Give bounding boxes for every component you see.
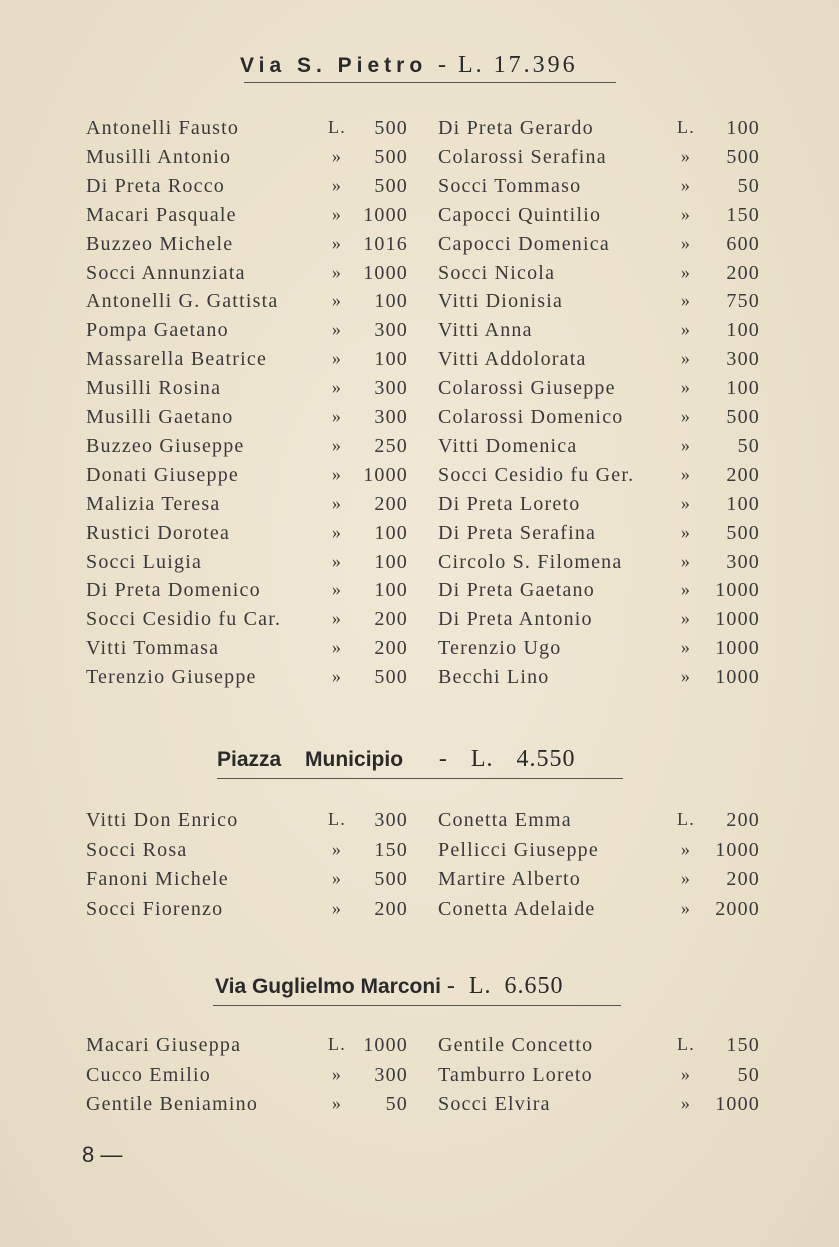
currency-mark: »	[680, 232, 692, 253]
list-item	[438, 809, 760, 838]
list-item	[86, 348, 408, 377]
list-item	[438, 262, 760, 291]
donor-name: Colarossi Giuseppe	[438, 377, 616, 400]
donation-amount: 100	[374, 348, 408, 371]
donor-name: Tamburro Loreto	[438, 1063, 593, 1086]
section-title-piazza-municipio	[217, 746, 576, 773]
donor-name: Socci Rosa	[86, 838, 188, 861]
list-item	[86, 522, 408, 551]
currency-mark: »	[331, 1063, 343, 1084]
currency-mark: »	[680, 406, 692, 426]
list-item	[438, 522, 760, 551]
currency-mark: »	[331, 868, 343, 888]
donor-name: Vitti Domenica	[438, 434, 578, 457]
donor-name: Socci Cesidio fu Car.	[86, 608, 282, 631]
donor-name: Malizia Teresa	[86, 492, 221, 515]
section-title-via-guglielmo-marconi	[215, 973, 564, 1000]
donor-name: Donati Giuseppe	[86, 463, 239, 486]
list-item	[86, 435, 408, 464]
list-item	[86, 898, 408, 927]
currency-mark: »	[680, 1093, 692, 1113]
currency-mark: »	[680, 463, 692, 484]
donor-name: Capocci Quintilio	[438, 203, 602, 226]
list-item	[438, 233, 760, 262]
donor-name: Musilli Gaetano	[86, 406, 234, 428]
currency-mark: »	[680, 492, 692, 513]
donation-amount: 200	[374, 492, 408, 515]
list-item	[86, 868, 408, 897]
donation-amount: 500	[374, 174, 408, 197]
currency-mark: »	[680, 637, 692, 658]
donor-name: Vitti Don Enrico	[86, 809, 239, 831]
currency-mark: »	[331, 637, 343, 658]
donor-name: Terenzio Giuseppe	[86, 666, 257, 689]
section-street: Via Guglielmo Marconi	[215, 975, 441, 998]
donor-name: Fanoni Michele	[86, 868, 229, 890]
currency-mark: »	[331, 608, 343, 629]
donation-amount: 50	[737, 1063, 760, 1086]
donation-amount: 150	[374, 838, 408, 861]
list-item	[438, 579, 760, 608]
donation-amount: 250	[374, 434, 408, 457]
donation-amount: 2000	[715, 897, 760, 920]
donation-amount: 500	[374, 666, 408, 689]
donor-name: Di Preta Loreto	[438, 492, 581, 515]
currency-mark: »	[680, 261, 692, 282]
list-item	[438, 290, 760, 319]
donor-name: Macari Giuseppa	[86, 1034, 242, 1056]
currency-mark: »	[331, 145, 343, 166]
currency-mark: »	[331, 463, 343, 484]
donation-amount: 500	[374, 868, 408, 890]
donation-amount: 1000	[715, 637, 760, 660]
currency-mark: L.	[328, 117, 346, 137]
list-item	[438, 666, 760, 695]
list-item	[86, 377, 408, 406]
donation-amount: 1000	[363, 203, 408, 226]
currency-mark: »	[331, 838, 343, 859]
donor-name: Circolo S. Filomena	[438, 550, 623, 573]
donor-name: Conetta Adelaide	[438, 897, 596, 920]
section-street: Via S. Pietro	[240, 54, 428, 77]
donation-amount: 500	[726, 145, 760, 168]
list-item	[86, 290, 408, 319]
donor-name: Cucco Emilio	[86, 1063, 211, 1086]
list-item	[86, 175, 408, 204]
currency-mark: L.	[677, 117, 695, 137]
donor-name: Socci Elvira	[438, 1093, 551, 1115]
currency-mark: »	[680, 897, 692, 918]
list-item	[86, 1034, 408, 1063]
list-item	[438, 319, 760, 348]
donation-amount: 300	[374, 377, 408, 400]
list-item	[438, 146, 760, 175]
list-item	[86, 551, 408, 580]
donation-amount: 100	[726, 319, 760, 342]
donation-amount: 300	[374, 406, 408, 428]
list-item	[86, 608, 408, 637]
donation-amount: 50	[385, 1093, 408, 1115]
donation-amount: 500	[726, 406, 760, 428]
currency-mark: »	[331, 666, 343, 687]
donor-name: Gentile Beniamino	[86, 1093, 259, 1115]
section-total: - L. 6.650	[446, 973, 564, 999]
currency-mark: »	[680, 319, 692, 340]
currency-mark: »	[331, 521, 343, 542]
donation-amount: 100	[374, 550, 408, 573]
donor-name: Macari Pasquale	[86, 203, 237, 226]
donor-name: Di Preta Antonio	[438, 608, 593, 631]
donation-amount: 1000	[715, 579, 760, 602]
currency-mark: »	[680, 377, 692, 398]
list-item	[438, 204, 760, 233]
donor-name: Socci Annunziata	[86, 261, 246, 284]
donor-name: Di Preta Gaetano	[438, 579, 595, 602]
section-title-via-s-pietro	[240, 52, 578, 79]
currency-mark: »	[680, 868, 692, 888]
list-item	[438, 1064, 760, 1093]
donation-amount: 200	[374, 608, 408, 631]
donation-amount: 300	[374, 319, 408, 342]
list-item	[86, 666, 408, 695]
donation-amount: 1016	[363, 232, 408, 255]
donor-name: Di Preta Domenico	[86, 579, 261, 602]
donation-amount: 100	[374, 290, 408, 313]
currency-mark: L.	[328, 809, 346, 829]
list-item	[438, 117, 760, 146]
currency-mark: »	[331, 434, 343, 455]
list-item	[86, 319, 408, 348]
currency-mark: »	[680, 348, 692, 369]
list-item	[86, 809, 408, 838]
donor-name: Vitti Tommasa	[86, 637, 220, 660]
list-item	[438, 608, 760, 637]
currency-mark: »	[680, 579, 692, 600]
section-street: Piazza Municipio	[217, 748, 404, 771]
donor-name: Buzzeo Michele	[86, 232, 234, 255]
list-item	[438, 348, 760, 377]
list-item	[438, 464, 760, 493]
section-rule	[213, 1005, 621, 1006]
donor-name: Vitti Addolorata	[438, 348, 587, 371]
page-number: 8 —	[82, 1142, 123, 1167]
list-item	[438, 551, 760, 580]
list-item	[438, 435, 760, 464]
donor-name: Conetta Emma	[438, 809, 572, 831]
currency-mark: »	[331, 492, 343, 513]
donation-amount: 750	[726, 290, 760, 313]
currency-mark: »	[680, 666, 692, 687]
currency-mark: »	[331, 232, 343, 253]
section-total: - L. 17.396	[438, 52, 578, 78]
currency-mark: »	[331, 290, 343, 311]
list-item	[86, 839, 408, 868]
donor-name: Terenzio Ugo	[438, 637, 562, 660]
donor-name: Colarossi Serafina	[438, 145, 607, 168]
donation-amount: 500	[374, 145, 408, 168]
donor-name: Socci Nicola	[438, 261, 556, 284]
donor-name: Massarella Beatrice	[86, 348, 268, 371]
donation-amount: 100	[726, 377, 760, 400]
donor-name: Di Preta Rocco	[86, 174, 225, 197]
currency-mark: »	[680, 174, 692, 195]
list-item	[86, 1093, 408, 1122]
donation-amount: 1000	[363, 261, 408, 284]
donation-amount: 300	[726, 348, 760, 371]
donor-name: Vitti Dionisia	[438, 290, 564, 313]
donor-name: Pompa Gaetano	[86, 319, 229, 342]
currency-mark: »	[331, 550, 343, 571]
list-item	[438, 898, 760, 927]
currency-mark: »	[331, 897, 343, 918]
donor-name: Pellicci Giuseppe	[438, 838, 599, 861]
currency-mark: »	[680, 203, 692, 224]
list-item	[86, 406, 408, 435]
currency-mark: »	[331, 406, 343, 426]
donor-name: Colarossi Domenico	[438, 406, 624, 428]
list-item	[438, 839, 760, 868]
list-item	[86, 117, 408, 146]
list-item	[438, 493, 760, 522]
currency-mark: »	[331, 261, 343, 282]
donation-amount: 100	[726, 117, 760, 139]
donation-amount: 300	[726, 550, 760, 573]
donation-amount: 200	[726, 463, 760, 486]
currency-mark: »	[680, 1063, 692, 1084]
donation-amount: 600	[726, 232, 760, 255]
donation-amount: 100	[374, 521, 408, 544]
donor-name: Antonelli G. Gattista	[86, 290, 279, 313]
donation-amount: 1000	[715, 666, 760, 689]
donation-amount: 200	[726, 809, 760, 831]
list-item	[438, 1034, 760, 1063]
list-item	[86, 262, 408, 291]
donor-name: Gentile Concetto	[438, 1034, 594, 1056]
currency-mark: »	[680, 838, 692, 859]
list-item	[86, 579, 408, 608]
currency-mark: »	[680, 550, 692, 571]
donor-name: Rustici Dorotea	[86, 521, 231, 544]
currency-mark: »	[331, 579, 343, 600]
currency-mark: L.	[677, 1034, 695, 1054]
list-item	[86, 637, 408, 666]
currency-mark: »	[331, 203, 343, 224]
donation-amount: 1000	[363, 1034, 408, 1056]
donation-amount: 50	[737, 174, 760, 197]
donation-amount: 1000	[363, 463, 408, 486]
currency-mark: »	[680, 290, 692, 311]
donor-name: Socci Cesidio fu Ger.	[438, 463, 635, 486]
list-item	[86, 146, 408, 175]
list-item	[86, 204, 408, 233]
list-item	[438, 868, 760, 897]
list-item	[438, 377, 760, 406]
donation-amount: 150	[726, 203, 760, 226]
currency-mark: »	[680, 608, 692, 629]
donation-amount: 1000	[715, 608, 760, 631]
donor-name: Musilli Antonio	[86, 145, 232, 168]
donation-amount: 300	[374, 809, 408, 831]
list-item	[86, 1064, 408, 1093]
currency-mark: »	[331, 319, 343, 340]
donor-name: Becchi Lino	[438, 666, 550, 689]
currency-mark: »	[331, 377, 343, 398]
currency-mark: »	[331, 174, 343, 195]
list-item	[86, 464, 408, 493]
donor-name: Di Preta Gerardo	[438, 117, 594, 139]
currency-mark: »	[680, 145, 692, 166]
donation-amount: 200	[726, 868, 760, 890]
section-rule	[217, 778, 623, 779]
currency-mark: »	[331, 348, 343, 369]
section-total: - L. 4.550	[438, 746, 576, 772]
list-item	[438, 175, 760, 204]
donor-name: Vitti Anna	[438, 319, 533, 342]
donation-amount: 1000	[715, 1093, 760, 1115]
donation-amount: 500	[374, 117, 408, 139]
donation-amount: 1000	[715, 838, 760, 861]
list-item	[86, 233, 408, 262]
donation-amount: 150	[726, 1034, 760, 1056]
donation-amount: 100	[726, 492, 760, 515]
donor-name: Socci Fiorenzo	[86, 897, 224, 920]
donor-name: Di Preta Serafina	[438, 521, 597, 544]
donor-name: Martire Alberto	[438, 868, 581, 890]
donor-name: Antonelli Fausto	[86, 117, 240, 139]
section-rule	[244, 82, 616, 83]
donor-name: Socci Tommaso	[438, 174, 582, 197]
currency-mark: L.	[328, 1034, 346, 1054]
donation-amount: 500	[726, 521, 760, 544]
currency-mark: L.	[677, 809, 695, 829]
currency-mark: »	[680, 434, 692, 455]
donor-name: Capocci Domenica	[438, 232, 610, 255]
donation-amount: 300	[374, 1063, 408, 1086]
currency-mark: »	[680, 521, 692, 542]
list-item	[86, 493, 408, 522]
currency-mark: »	[331, 1093, 343, 1113]
donor-name: Buzzeo Giuseppe	[86, 434, 245, 457]
list-item	[438, 1093, 760, 1122]
donation-amount: 200	[374, 637, 408, 660]
list-item	[438, 406, 760, 435]
donor-name: Socci Luigia	[86, 550, 203, 573]
donation-amount: 50	[737, 434, 760, 457]
list-item	[438, 637, 760, 666]
donation-amount: 100	[374, 579, 408, 602]
donor-name: Musilli Rosina	[86, 377, 222, 400]
donation-amount: 200	[374, 897, 408, 920]
donation-amount: 200	[726, 261, 760, 284]
